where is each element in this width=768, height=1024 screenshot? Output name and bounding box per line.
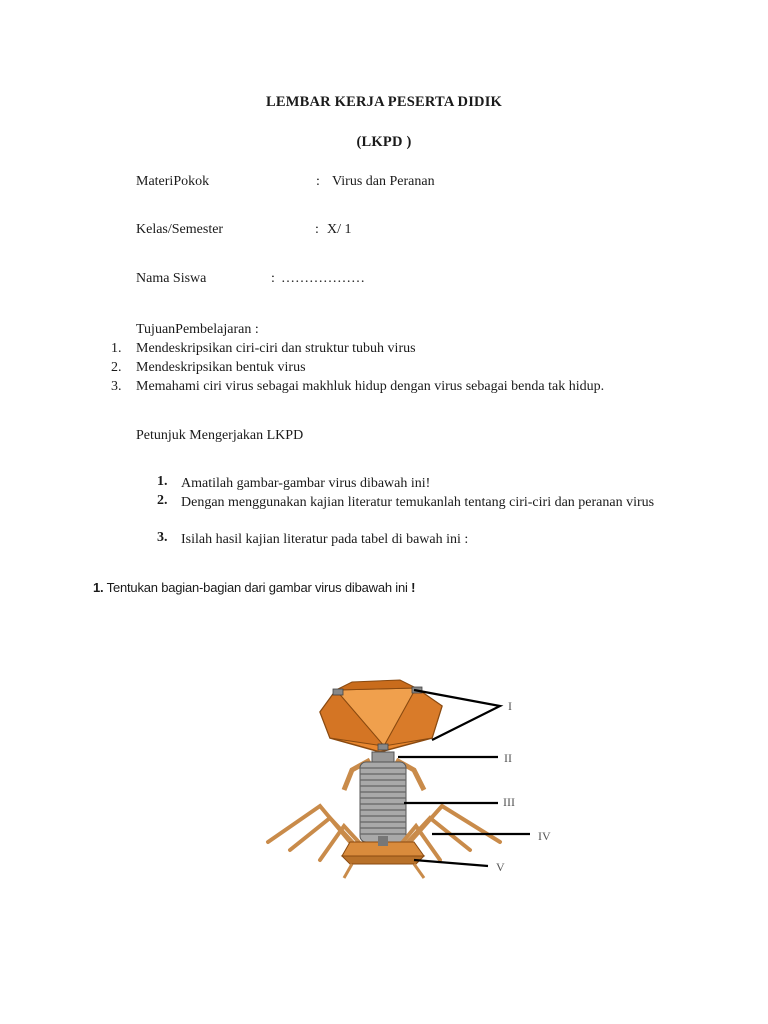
label-part-iv: IV [538,829,551,843]
field-value: Virus dan Peranan [332,174,435,189]
virus-base-plate [342,836,424,878]
field-separator: : [316,174,320,189]
label-part-i: I [508,699,512,713]
objectives-heading: TujuanPembelajaran : [136,322,259,337]
list-number: 2. [157,493,168,508]
task-text: Tentukan bagian-bagian dari gambar virus dibawah ini [106,580,408,595]
field-value: X/ 1 [327,222,352,237]
list-number: 3. [111,379,122,394]
field-label: MateriPokok [136,174,210,189]
name-blank: ……………… [281,271,365,286]
list-number: 1. [157,474,168,489]
virus-tail-sheath [360,762,406,842]
worksheet-title: LEMBAR KERJA PESERTA DIDIK [265,94,503,110]
label-part-iii: III [503,795,515,809]
field-label: Nama Siswa [136,271,207,286]
list-number: 1. [111,341,122,356]
list-number: 2. [111,360,122,375]
label-part-v: V [496,860,505,874]
list-text: Mendeskripsikan ciri-ciri dan struktur tubuh virus [136,341,416,356]
task-number: 1. [93,580,104,595]
list-text: Dengan menggunakan kajian literatur temukanlah tentang ciri-ciri dan peranan virus [181,495,655,510]
field-label: Kelas/Semester [136,222,224,237]
list-text: Isilah hasil kajian literatur pada tabel di bawah ini : [181,532,469,547]
list-text: Amatilah gambar-gambar virus dibawah ini! [181,476,431,491]
task-mark: ! [411,580,416,595]
label-part-ii: II [504,751,512,765]
instructions-heading: Petunjuk Mengerjakan LKPD [136,428,304,443]
list-number: 3. [157,530,168,545]
list-text: Mendeskripsikan bentuk virus [136,360,306,375]
field-separator: : [271,271,275,286]
worksheet-subtitle: (LKPD ) [356,134,412,150]
list-text: Memahami ciri virus sebagai makhluk hidup dengan virus sebagai benda tak hidup. [136,379,605,394]
field-separator: : [315,222,319,237]
